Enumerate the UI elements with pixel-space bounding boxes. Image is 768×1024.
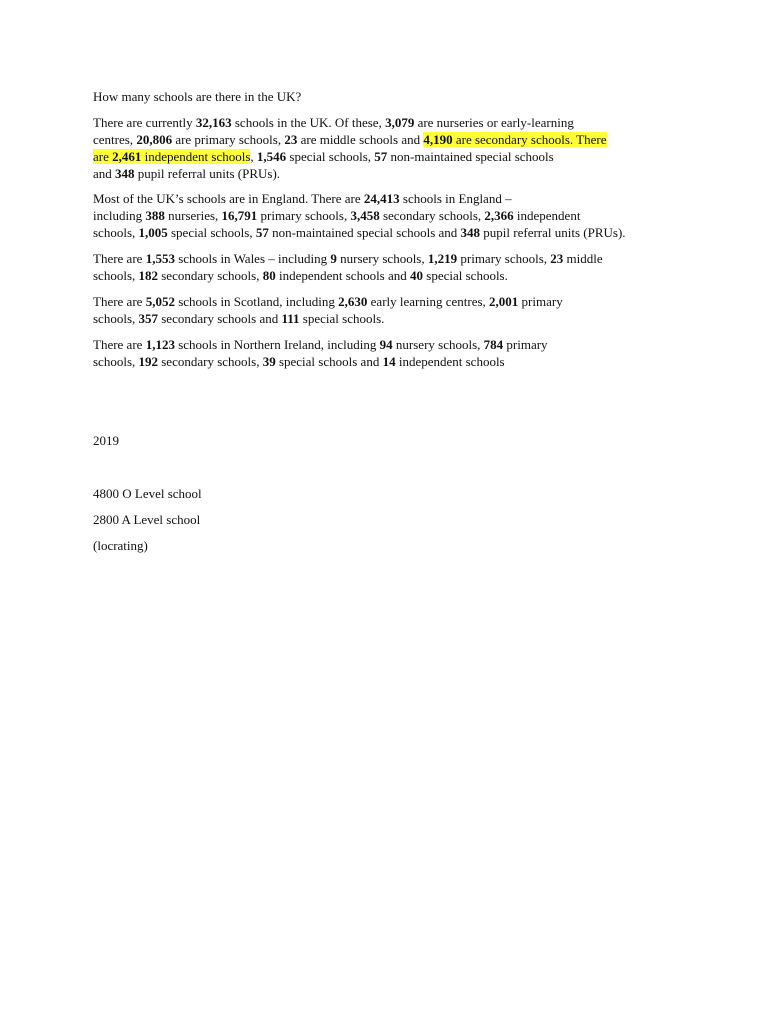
para3-line2: schools, 182 secondary schools, 80 independent schools and 40 special schools. <box>93 268 508 283</box>
year-note: 2019 <box>93 433 119 448</box>
para4-line2: schools, 357 secondary schools and 111 special schools. <box>93 311 385 326</box>
para1-line1: There are currently 32,163 schools in the UK. Of these, 3,079 are nurseries or early-learning <box>93 115 574 130</box>
para1-line3: are 2,461 independent schools, 1,546 special schools, 57 non-maintained special schools <box>93 149 554 164</box>
para4-line1: There are 5,052 schools in Scotland, including 2,630 early learning centres, 2,001 primary <box>93 294 563 309</box>
alevel-note: 2800 A Level school <box>93 512 201 527</box>
para5-line1: There are 1,123 schools in Northern Ireland, including 94 nursery schools, 784 primary <box>93 337 548 352</box>
para3-line1: There are 1,553 schools in Wales – including 9 nursery schools, 1,219 primary schools, 23 middle <box>93 251 603 266</box>
olevel-note: 4800 O Level school <box>93 486 202 501</box>
para2-line2: including 388 nurseries, 16,791 primary schools, 3,458 secondary schools, 2,366 independent <box>93 208 581 223</box>
highlighted-text: are 2,461 independent schools <box>93 149 251 164</box>
para1-line4: and 348 pupil referral units (PRUs). <box>93 166 281 181</box>
para1-line2: centres, 20,806 are primary schools, 23 are middle schools and 4,190 are secondary schools. There <box>93 132 607 147</box>
source-note: (locrating) <box>93 538 148 553</box>
para2-line3: schools, 1,005 special schools, 57 non-maintained special schools and 348 pupil referral units (PRUs). <box>93 225 626 240</box>
highlighted-text: 4,190 are secondary schools. There <box>423 132 607 147</box>
question-heading: How many schools are there in the UK? <box>93 89 302 104</box>
para5-line2: schools, 192 secondary schools, 39 special schools and 14 independent schools <box>93 354 505 369</box>
para2-line1: Most of the UK’s schools are in England. There are 24,413 schools in England – <box>93 191 512 206</box>
